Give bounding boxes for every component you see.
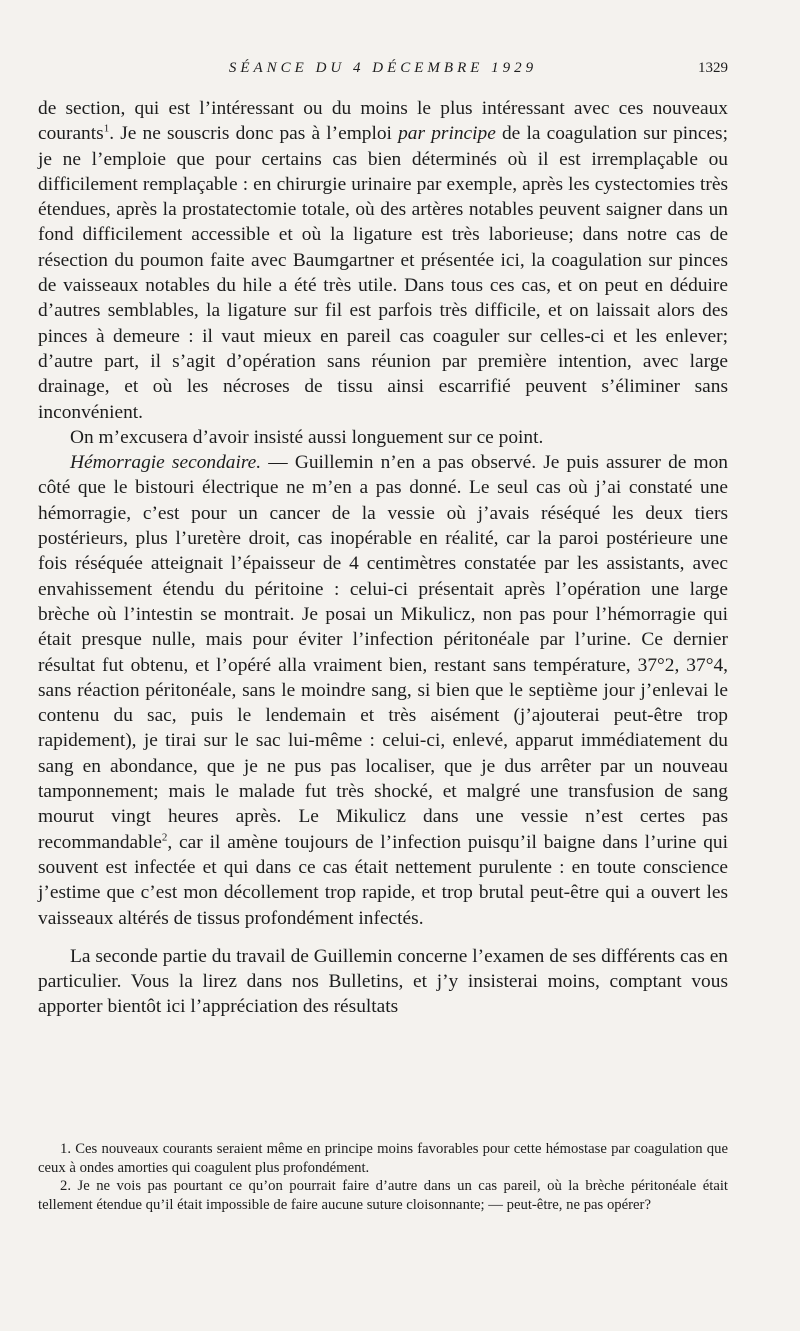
- paragraph-1-text-end: de la coagulation sur pinces; je ne l’emploie que pour certains cas bien déterminés où il est irremplaçable ou difficilement remplaçable : en chirurgie urinaire par exemple, après les cystectomies très étendues, après la prostatectomie totale, où des artères notables peuvent saigner dans un fond difficilement accessible et où la ligature est très laborieuse; dans notre cas de résection du poumon faite avec Baumgartner et présentée ici, la coagulation sur pinces de vaisseaux notables du hile a été très utile. Dans tous ces cas, et on peut en déduire d’autres semblables, la ligature sur fil est parfois très difficile, et on laissait alors des pinces à demeure : il vaut mieux en pareil cas coaguler sur celles-ci et les enlever; d’autre part, il s’agit d’opération sans réunion par première intention, avec large drainage, et où les nécroses de tissu ainsi escarrifié peuvent s’éliminer sans inconvénient.: [38, 123, 728, 423]
- paragraph-3-text-start: — Guillemin n’en a pas observé. Je puis assurer de mon côté que le bistouri électrique ne m’en a pas donné. Le seul cas où j’ai constaté une hémorragie, c’est pour un cancer de la vessie où j’avais réséqué les deux tiers postérieurs, plus l’uretère droit, cas inopérable en réalité, car la paroi postérieure une fois réséquée atteignait l’épaisseur de 4 centimètres constatée par les assistants, avec envahissement étendu du péritoine : celui-ci présentait après l’opération une large brèche où l’intestin se montrait. Je posai un Mikulicz, non pas pour l’hémorragie qui était presque nulle, mais pour éviter l’infection péritonéale par l’urine. Ce dernier résultat fut obtenu, et l’opéré alla vraiment bien, restant sans température, 37°2, 37°4, sans réaction péritonéale, sans le moindre sang, si bien que le septième jour j’enlevai le contenu du sac, puis le lendemain et très aisément (j’ajouterai peut-être trop rapidement), je tirai sur le sac lui-même : celui-ci, enlevé, apparut immédiatement du sang en abondance, que je ne pus pas localiser, que je dus arrêter par un nouveau tamponnement; mais le malade fut très shocké, et malgré une transfusion de sang mourut vingt heures après. Le Mikulicz dans une vessie n’est certes pas recommandable: [38, 452, 728, 853]
- page-number: 1329: [698, 60, 728, 76]
- running-title: SÉANCE DU 4 DÉCEMBRE 1929: [228, 60, 538, 76]
- footnote-1: 1. Ces nouveaux courants seraient même en principe moins favorables pour cette hémostase par coagulation que ceux à ondes amorties qui coagulent plus profondément.: [38, 1141, 728, 1176]
- paragraph-4: La seconde partie du travail de Guillemin concerne l’examen de ses différents cas en particulier. Vous la lirez dans nos Bulletins, et j’y insisterai moins, comptant vous apporter bientôt ici l’appréciation des résultats: [38, 945, 728, 1018]
- body-text: [38, 96, 728, 1020]
- paragraph-2: On m’excusera d’avoir insisté aussi longuement sur ce point.: [70, 426, 544, 448]
- paragraph-1-text-mid: . Je ne souscris donc pas à l’emploi: [109, 123, 399, 145]
- running-header: [38, 60, 728, 84]
- paragraph-3: [38, 450, 728, 931]
- footnote-2: 2. Je ne vois pas pourtant ce qu’on pourrait faire d’autre dans un cas pareil, où la brèche péritonéale était tellement étendue qu’il était impossible de faire aucune suture cloisonnante; — peut-être, ne pas opérer?: [38, 1178, 728, 1213]
- footnote-ref-2: 2: [161, 831, 168, 844]
- footnote-ref-1: 1: [103, 122, 110, 135]
- section-heading-hemorragie: Hémorragie secondaire.: [70, 452, 262, 474]
- paragraph-1-italic: par principe: [398, 123, 496, 145]
- paragraph-3-text-end: , car il amène toujours de l’infection puisqu’il baigne dans l’urine qui souvent est infectée et qui dans ce cas était nettement purulente : en toute conscience j’estime que c’est mon décollement trop rapide, et trop brutal peut-être qui a ouvert les vaisseaux altérés de tissus profondément infectés.: [38, 831, 728, 929]
- footnotes: [38, 1140, 728, 1214]
- paragraph-1: [38, 96, 728, 425]
- paragraph-1-text-start: de section, qui est l’intéressant ou du moins le plus intéressant avec ces nouveaux courants: [38, 98, 728, 145]
